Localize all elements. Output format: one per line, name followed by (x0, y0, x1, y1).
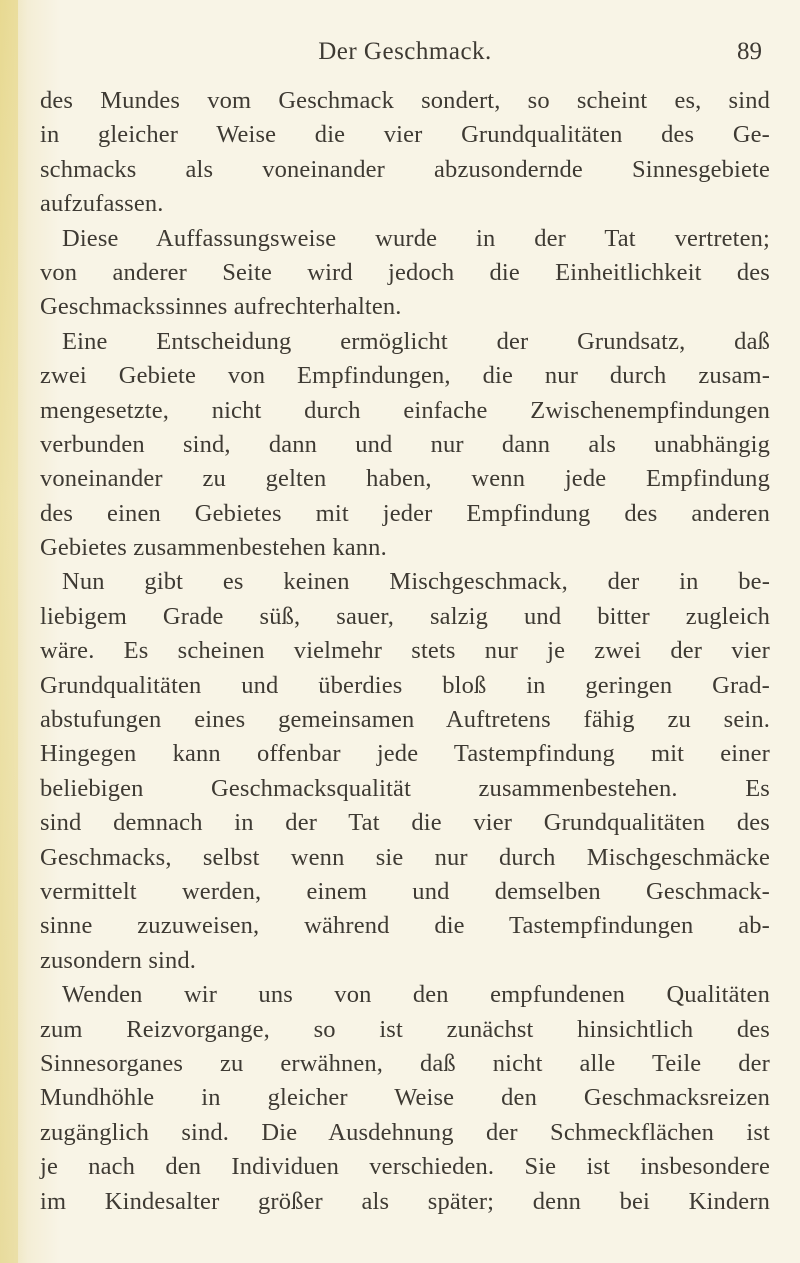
text-line: sind demnach in der Tat die vier Grundqualitäten des (40, 809, 770, 837)
text-line: vermittelt werden, einem und demselben Geschmack- (40, 877, 770, 905)
text-line: Geschmacks, selbst wenn sie nur durch Mischgeschmäcke (40, 843, 770, 871)
text-line: in gleicher Weise die vier Grundqualitäten des Ge- (40, 121, 770, 149)
text-line: Geschmackssinnes aufrechterhalten. (40, 293, 402, 321)
text-line: Wenden wir uns von den empfundenen Qualitäten (62, 981, 770, 1009)
text-line: beliebigen Geschmacksqualität zusammenbestehen. Es (40, 774, 770, 802)
text-line: wäre. Es scheinen vielmehr stets nur je zwei der vier (40, 637, 770, 665)
text-line: abstufungen eines gemeinsamen Auftretens fähig zu sein. (40, 706, 770, 734)
running-header (40, 38, 770, 78)
text-line: liebigem Grade süß, sauer, salzig und bitter zugleich (40, 602, 770, 630)
text-line: zum Reizvorgange, so ist zunächst hinsichtlich des (40, 1015, 770, 1043)
text-line: von anderer Seite wird jedoch die Einheitlichkeit des (40, 258, 770, 286)
text-line: Sinnesorganes zu erwähnen, daß nicht alle Teile der (40, 1049, 770, 1077)
running-title: Der Geschmack. (318, 38, 492, 65)
text-line: je nach den Individuen verschieden. Sie ist insbesondere (40, 1153, 770, 1181)
text-line: zugänglich sind. Die Ausdehnung der Schmeckflächen ist (40, 1118, 770, 1146)
text-line: verbunden sind, dann und nur dann als unabhängig (40, 430, 770, 458)
text-line: zusondern sind. (40, 946, 197, 974)
text-line: aufzufassen. (40, 190, 164, 218)
text-line: zwei Gebiete von Empfindungen, die nur durch zusam- (40, 362, 770, 390)
page-number: 89 (737, 38, 762, 65)
text-line: Grundqualitäten und überdies bloß in geringen Grad- (40, 671, 770, 699)
body-text (40, 84, 770, 1219)
text-line: Eine Entscheidung ermöglicht der Grundsatz, daß (62, 327, 770, 355)
text-line: Gebietes zusammenbestehen kann. (40, 534, 387, 562)
page-edge-discoloration (0, 0, 18, 1263)
text-line: mengesetzte, nicht durch einfache Zwischenempfindungen (40, 396, 770, 424)
text-line: Mundhöhle in gleicher Weise den Geschmacksreizen (40, 1084, 770, 1112)
text-line: des einen Gebietes mit jeder Empfindung des anderen (40, 499, 770, 527)
text-line: Hingegen kann offenbar jede Tastempfindung mit einer (40, 740, 770, 768)
text-line: des Mundes vom Geschmack sondert, so scheint es, sind (40, 87, 770, 114)
text-line: im Kindesalter größer als später; denn bei Kindern (40, 1187, 770, 1215)
text-line: Diese Auffassungsweise wurde in der Tat vertreten; (62, 224, 770, 252)
text-line: schmacks als voneinander abzusondernde Sinnesgebiete (40, 155, 770, 183)
text-line: sinne zuzuweisen, während die Tastempfindungen ab- (40, 912, 770, 940)
text-line: Nun gibt es keinen Mischgeschmack, der in be- (62, 568, 770, 596)
text-line: voneinander zu gelten haben, wenn jede Empfindung (40, 465, 770, 493)
